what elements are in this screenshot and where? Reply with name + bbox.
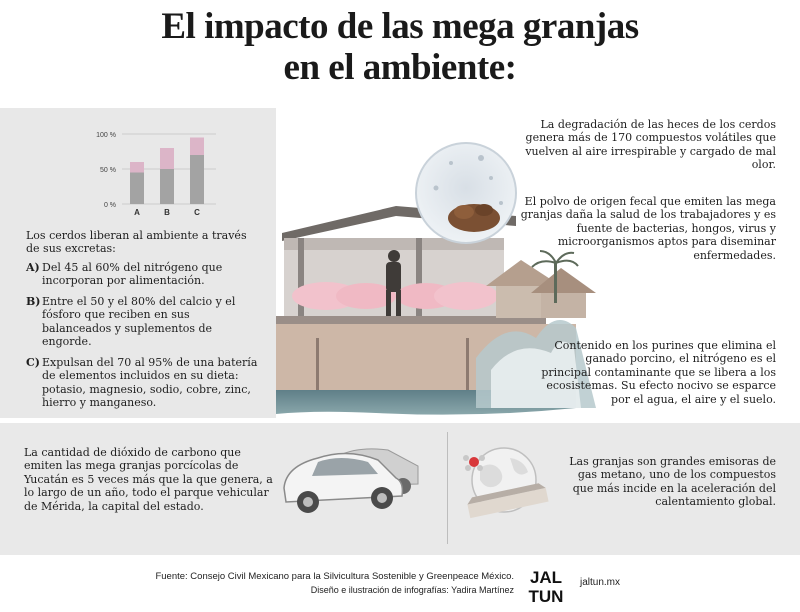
globe-illustration [458, 440, 553, 530]
chart-x-tick-label: A [134, 208, 140, 217]
footer-design: Diseño e ilustración de infografías: Yadira Martínez [310, 585, 514, 595]
list-text: Entre el 50 y el 80% del calcio y el fósforo que reciben en sus balanceados y suplementos de engorde. [42, 295, 236, 349]
chart-y-tick-label: 50 % [100, 167, 116, 174]
methane-molecule-icon [469, 457, 479, 467]
bar-chart [80, 122, 220, 222]
list-marker: B) [26, 295, 41, 308]
chart-x-tick-label: B [164, 208, 170, 217]
chart-bar-A-0 [130, 173, 144, 205]
list-text: Expulsan del 70 al 95% de una batería de elementos incluidos en su dieta: potasio, magnesio, sodio, cobre, zinc, hierro y manganeso. [42, 356, 258, 410]
right-text-nitrogen: Contenido en los purines que elimina el ganado porcino, el nitrógeno es el principal contaminante que se libera a los ecosistemas. Su efecto nocivo se esparce por el agua, el aire y el suelo. [541, 339, 776, 406]
right-text-dust: El polvo de origen fecal que emiten las mega granjas daña la salud de los trabajadores y es fuente de bacterias, hongos, virus y microorganismos aptos para diseminar enfermedades. [520, 195, 776, 262]
farmer [388, 250, 400, 262]
chart-bar-B-1 [160, 148, 174, 169]
title-line-1: El impacto de las mega granjas [161, 6, 639, 47]
website-link[interactable]: jaltun.mx [580, 577, 621, 588]
chart-bar-B-0 [160, 169, 174, 204]
svg-text:JAL: JAL [529, 568, 563, 587]
bottom-right-text: Las granjas son grandes emisoras de gas metano, uno de los compuestos que más incide en la aceleración del calentamiento global. [569, 455, 776, 509]
list-text: Del 45 al 60% del nitrógeno que incorporan por alimentación. [42, 261, 223, 288]
chart-bar-C-0 [190, 155, 204, 204]
jaltun-logo [520, 566, 572, 606]
left-intro-text: Los cerdos liberan al ambiente a través de sus excretas: [26, 229, 247, 256]
chart-x-tick-label: C [194, 208, 200, 217]
footer-source: Fuente: Consejo Civil Mexicano para la Silvicultura Sostenible y Greenpeace México. [155, 571, 514, 582]
chart-bar-C-1 [190, 138, 204, 156]
bottom-divider [447, 432, 448, 544]
chart-y-tick-label: 100 % [96, 132, 116, 139]
cars-illustration [278, 438, 438, 522]
list-item-a [26, 261, 260, 288]
list-item-b [26, 295, 260, 349]
list-marker: A) [26, 261, 40, 274]
list-marker: C) [26, 356, 40, 369]
title-line-2: en el ambiente: [283, 47, 517, 88]
bottom-left-text: La cantidad de dióxido de carbono que emiten las mega granjas porcícolas de Yucatán es 5 veces más que la que genera, a lo largo de un año, todo el parque vehicular de Mérida, la capital del estado. [24, 446, 273, 513]
list-item-c [26, 356, 260, 410]
page-title [0, 6, 800, 88]
chart-bar-A-1 [130, 162, 144, 173]
svg-text:TUN: TUN [528, 587, 564, 606]
chart-y-tick-label: 0 % [103, 202, 116, 209]
right-text-odors: La degradación de las heces de los cerdos genera más de 170 compuestos volátiles que vuelven al aire irrespirable y cargado de mal olor. [525, 118, 776, 172]
